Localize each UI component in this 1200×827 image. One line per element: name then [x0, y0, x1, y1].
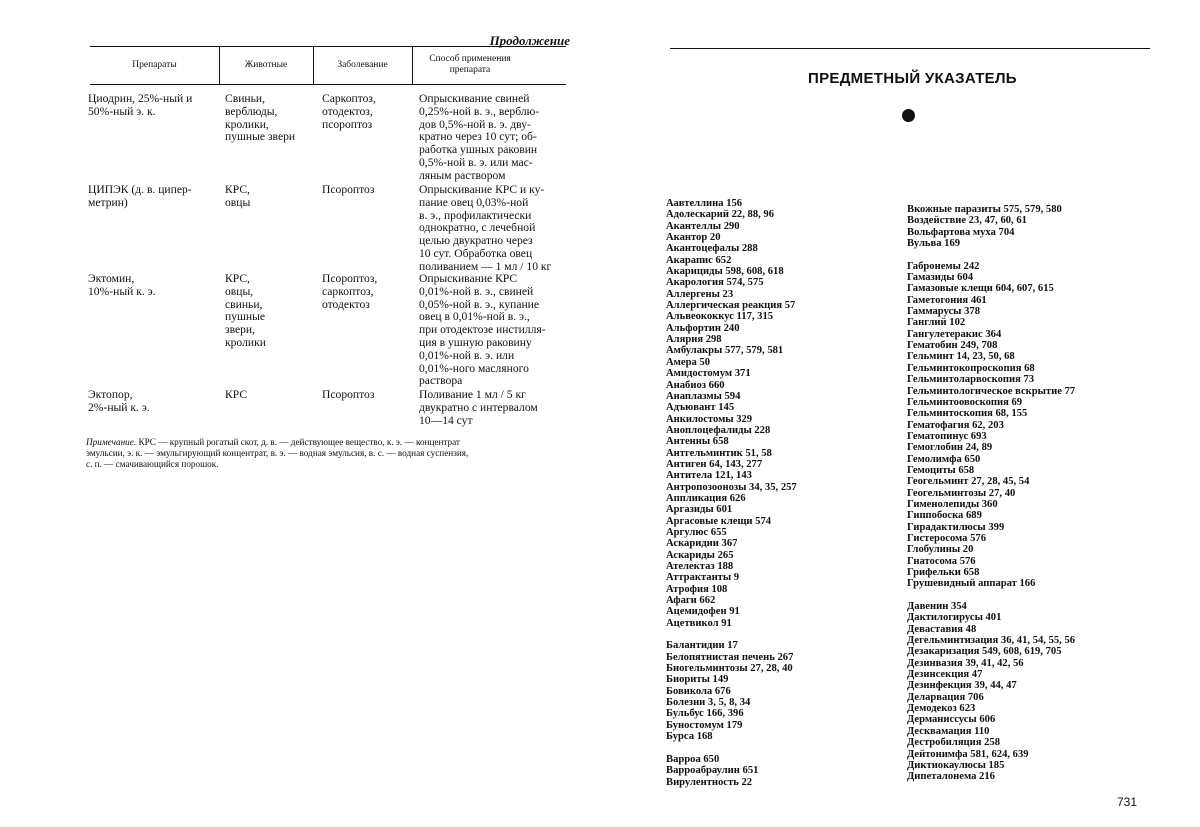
index-entry: Гамазиды 604	[907, 272, 974, 284]
index-entry: Десквамация 110	[907, 725, 990, 737]
index-entry: Акантоцефалы 288	[666, 243, 758, 255]
index-entry: Амбулакры 577, 579, 581	[666, 345, 784, 357]
index-entry: Гистеросома 576	[907, 532, 987, 544]
index-letter-gap	[907, 590, 1147, 601]
index-entry: Дерманиссусы 606	[907, 714, 996, 726]
table-top-rule	[90, 46, 566, 47]
index-entry: Адолескарий 22, 88, 96	[666, 209, 775, 221]
page-title: ПРЕДМЕТНЫЙ УКАЗАТЕЛЬ	[808, 70, 1017, 87]
index-letter-gap	[666, 629, 896, 640]
footnote-line: эмульсии, э. к. — эмульгирующий концентрат, в. э. — водная эмульсия, в. с. — водная суспензия,	[86, 448, 469, 458]
index-entry: Бульбус 166, 396	[666, 708, 744, 720]
index-entry: Биогельминтозы 27, 28, 40	[666, 663, 793, 675]
method-line: Опрыскивание свиней	[419, 92, 530, 105]
index-entry: Акарициды 598, 608, 618	[666, 266, 784, 278]
index-entry: Гамазовые клещи 604, 607, 615	[907, 283, 1054, 295]
index-entry: Буностомум 179	[666, 719, 743, 731]
animals-line: Свиньи,	[225, 92, 266, 105]
drug-cell	[88, 389, 218, 415]
index-entry: Амера 50	[666, 356, 710, 368]
table-header-rule	[90, 84, 566, 85]
index-entry: Дезинвазия 39, 41, 42, 56	[907, 657, 1024, 669]
method-cell	[419, 184, 564, 274]
disease-line: отодектоз	[322, 297, 370, 311]
index-entry: Акантор 20	[666, 232, 721, 244]
index-entry: Воздействие 23, 47, 60, 61	[907, 215, 1027, 227]
index-entry: Аттрактанты 9	[666, 572, 740, 584]
method-line: 10 сут. Обработка овец	[419, 246, 533, 260]
method-line: при отодектозе инстилля-	[419, 323, 546, 337]
disease-line: саркоптоз,	[322, 284, 374, 298]
footnote-line: с. п. — смачивающийся порошок.	[86, 459, 219, 469]
method-line: кратно через 10 сут; об-	[419, 130, 537, 144]
index-entry: Бовикола 676	[666, 685, 731, 697]
index-entry: Анабиоз 660	[666, 379, 725, 391]
method-line: пание овец 0,03%-ной	[419, 195, 529, 209]
index-entry: Дегельминтизация 36, 41, 54, 55, 56	[907, 635, 1076, 647]
drug-line: Циодрин, 25%-ный и	[88, 92, 193, 105]
animals-line: КРС,	[225, 183, 250, 196]
method-line: 0,01%-ного масляного	[419, 361, 529, 375]
disease-line: Саркоптоз,	[322, 92, 376, 105]
index-entry: Вольфартова муха 704	[907, 226, 1015, 238]
index-entry: Гематофагия 62, 203	[907, 419, 1004, 431]
method-line: Опрыскивание КРС	[419, 272, 518, 285]
method-line: целью двукратно через	[419, 234, 533, 248]
index-entry: Аллергены 23	[666, 288, 734, 300]
index-entry: Гельминтоовоскопия 69	[907, 396, 1023, 408]
method-line: 0,25%-ной в. э., верблю-	[419, 104, 540, 118]
drug-line: Эктомин,	[88, 272, 135, 285]
index-entry: Белопятнистая печень 267	[666, 651, 794, 663]
header-drugs: Препараты	[132, 59, 177, 70]
animals-line: КРС,	[225, 272, 250, 285]
header-divider	[412, 46, 413, 84]
index-entry: Вирулентность 22	[666, 776, 753, 788]
index-entry: Гиппобоска 689	[907, 510, 982, 522]
method-line: Поливание 1 мл / 5 кг	[419, 388, 526, 401]
index-entry: Аллергическая реакция 57	[666, 300, 796, 312]
index-column-left	[666, 198, 896, 788]
index-entry: Алярия 298	[666, 334, 722, 346]
animals-line: кролики,	[225, 117, 269, 131]
disease-line: отодектоз,	[322, 104, 373, 118]
top-rule	[670, 48, 1150, 49]
index-entry: Аргасовые клещи 574	[666, 515, 772, 527]
animals-cell	[225, 93, 317, 144]
index-entry: Варроабраулин 651	[666, 765, 759, 777]
disease-line: Псороптоз,	[322, 272, 378, 285]
index-entry: Дезакаризация 549, 608, 619, 705	[907, 646, 1062, 658]
index-column-right	[907, 204, 1147, 783]
method-line: Опрыскивание КРС и ку-	[419, 183, 545, 196]
index-entry: Дейтонимфа 581, 624, 639	[907, 748, 1029, 760]
animals-line: верблюды,	[225, 104, 278, 118]
drug-cell	[88, 184, 218, 210]
index-entry: Акарология 574, 575	[666, 277, 764, 289]
drug-cell	[88, 93, 218, 119]
animals-cell	[225, 273, 317, 350]
drug-line: Эктопор,	[88, 388, 133, 401]
method-cell	[419, 273, 564, 388]
disease-cell	[322, 93, 410, 131]
index-entry: Альвеококкус 117, 315	[666, 311, 774, 323]
animals-line: овцы	[225, 195, 251, 209]
method-line: ляным раствором	[419, 168, 506, 182]
index-entry: Антитела 121, 143	[666, 470, 752, 482]
method-line: 0,01%-ной в. э., свиней	[419, 284, 534, 298]
index-entry: Гематопинус 693	[907, 430, 987, 442]
method-cell	[419, 389, 564, 427]
method-line: 0,5%-ной в. э. или мас-	[419, 155, 533, 169]
index-entry: Гнатосома 576	[907, 555, 976, 567]
index-entry: Геогельминт 27, 28, 45, 54	[907, 476, 1030, 488]
animals-line: свиньи,	[225, 297, 263, 311]
method-line: овец в 0,01%-ной в. э.,	[419, 310, 530, 324]
index-entry: Афаги 662	[666, 595, 716, 607]
index-entry: Дезинсекция 47	[907, 669, 983, 681]
index-entry: Аноплоцефалиды 228	[666, 424, 771, 436]
method-line: двукратно с интервалом	[419, 400, 538, 414]
animals-cell	[225, 184, 317, 210]
index-entry: Антропозоонозы 34, 35, 257	[666, 481, 797, 493]
index-entry: Болезни 3, 5, 8, 34	[666, 697, 751, 709]
index-entry: Анкилостомы 329	[666, 413, 753, 425]
index-entry: Акарапис 652	[666, 254, 732, 266]
index-entry: Вульва 169	[907, 238, 961, 250]
index-entry: Гименолепиды 360	[907, 498, 998, 510]
index-entry: Гемолимфа 650	[907, 453, 981, 465]
index-entry: Гельминтоскопия 68, 155	[907, 408, 1028, 420]
footnote-text: КРС — крупный рогатый скот, д. в. — действующее вещество, к. э. — концентрат	[138, 437, 460, 447]
index-entry: Балантидии 17	[666, 640, 738, 652]
index-entry: Деларвация 706	[907, 691, 984, 703]
footnote-label: Примечание.	[86, 437, 137, 447]
continuation-label: Продолжение	[489, 33, 570, 48]
index-entry: Антиген 64, 143, 277	[666, 458, 763, 470]
index-entry: Ацетвикол 91	[666, 617, 732, 629]
header-method: Способ применения препарата	[429, 54, 511, 75]
drug-line: 10%-ный к. э.	[88, 284, 156, 298]
index-entry: Габронемы 242	[907, 260, 980, 272]
method-line: 0,01%-ной в. э. или	[419, 348, 515, 362]
index-entry: Гаммарусы 378	[907, 306, 980, 318]
drug-line: 50%-ный э. к.	[88, 104, 156, 118]
disease-line: псороптоз	[322, 117, 373, 131]
method-line: работка ушных раковин	[419, 143, 538, 157]
index-entry: Вкожные паразиты 575, 579, 580	[907, 204, 1062, 215]
animals-line: звери,	[225, 323, 256, 337]
index-letter-gap	[666, 743, 896, 754]
index-entry: Аргулюс 655	[666, 526, 727, 538]
index-entry: Гематобин 249, 708	[907, 340, 998, 352]
index-entry: Аскариды 265	[666, 549, 734, 561]
index-entry: Деваставия 48	[907, 623, 977, 635]
drug-line: 2%-ный к. э.	[88, 400, 150, 414]
index-entry: Гангулетеракис 364	[907, 328, 1002, 340]
index-entry: Глобулины 20	[907, 544, 974, 556]
animals-line: пушные звери	[225, 130, 296, 144]
page-number: 731	[1117, 795, 1138, 809]
index-entry: Амидостомум 371	[666, 368, 751, 380]
index-letter-gap	[907, 249, 1147, 260]
drug-line: ЦИПЭК (д. в. ципер-	[88, 183, 192, 196]
index-entry: Диктиокаулюсы 185	[907, 759, 1005, 771]
index-entry: Бурса 168	[666, 731, 713, 743]
method-line: раствора	[419, 374, 463, 388]
index-entry: Альфортин 240	[666, 322, 740, 334]
index-entry: Гельминтологическое вскрытие 77	[907, 385, 1076, 397]
header-animals: Животные	[244, 59, 288, 70]
method-line: поливанием — 1 мл / 10 кг	[419, 259, 552, 273]
index-entry: Гирадактилюсы 399	[907, 521, 1005, 533]
index-entry: Адъювант 145	[666, 402, 735, 414]
disease-line: Псороптоз	[322, 183, 375, 196]
drug-cell	[88, 273, 218, 299]
index-entry: Аппликация 626	[666, 492, 746, 504]
index-entry: Антенны 658	[666, 436, 729, 448]
index-entry: Ганглий 102	[907, 317, 966, 329]
method-line: 0,05%-ной в. э., купание	[419, 297, 540, 311]
index-entry: Аавтеллина 156	[666, 198, 743, 209]
index-entry: Гельминтокопроскопия 68	[907, 362, 1035, 374]
disease-cell	[322, 273, 410, 311]
index-entry: Акантеллы 290	[666, 220, 740, 232]
index-entry: Дипеталонема 216	[907, 771, 995, 783]
animals-line: кролики	[225, 335, 266, 349]
bullet-ornament	[902, 109, 915, 122]
index-entry: Грушевидный аппарат 166	[907, 578, 1036, 590]
index-entry: Гельминт 14, 23, 50, 68	[907, 351, 1015, 363]
index-entry: Гемоциты 658	[907, 464, 975, 476]
disease-cell	[322, 184, 410, 197]
disease-line: Псороптоз	[322, 388, 375, 401]
index-entry: Ацемидофен 91	[666, 606, 740, 618]
index-entry: Гаметогония 461	[907, 294, 987, 306]
drug-line: метрин)	[88, 195, 128, 209]
animals-line: КРС	[225, 388, 248, 401]
index-entry: Дактилогирусы 401	[907, 612, 1002, 624]
table-footnote	[86, 437, 566, 470]
index-entry: Грифельки 658	[907, 567, 980, 578]
disease-cell	[322, 389, 410, 402]
index-entry: Биориты 149	[666, 674, 729, 686]
index-entry: Гельминтоларвоскопия 73	[907, 374, 1035, 386]
index-entry: Дестробиляция 258	[907, 737, 1001, 749]
method-line: в. э., профилактически	[419, 208, 532, 222]
index-entry: Ателектаз 188	[666, 561, 734, 572]
index-entry: Аргазиды 601	[666, 504, 733, 516]
index-entry: Дезинфекция 39, 44, 47	[907, 680, 1017, 692]
index-entry: Демодекоз 623	[907, 703, 976, 715]
method-line: ция в ушную раковину	[419, 335, 532, 349]
index-entry: Давенин 354	[907, 601, 967, 613]
method-line: дов 0,5%-ной в. э. дву-	[419, 117, 531, 131]
index-entry: Аскаридии 367	[666, 538, 738, 550]
index-entry: Антгельминтик 51, 58	[666, 447, 772, 459]
index-entry: Геогельминтозы 27, 40	[907, 487, 1016, 499]
footnote-line	[86, 437, 566, 448]
right-page	[600, 0, 1200, 827]
animals-cell	[225, 389, 317, 402]
method-cell	[419, 93, 564, 183]
animals-line: овцы,	[225, 284, 254, 298]
method-line: однократно, с лечебной	[419, 221, 536, 235]
method-line: 10—14 сут	[419, 413, 473, 427]
index-entry: Анаплазмы 594	[666, 390, 741, 402]
index-entry: Атрофия 108	[666, 583, 728, 595]
animals-line: пушные	[225, 310, 266, 324]
index-entry: Гемоглобин 24, 89	[907, 442, 993, 454]
header-disease: Заболевание	[337, 59, 388, 70]
index-entry: Варроа 650	[666, 753, 720, 765]
